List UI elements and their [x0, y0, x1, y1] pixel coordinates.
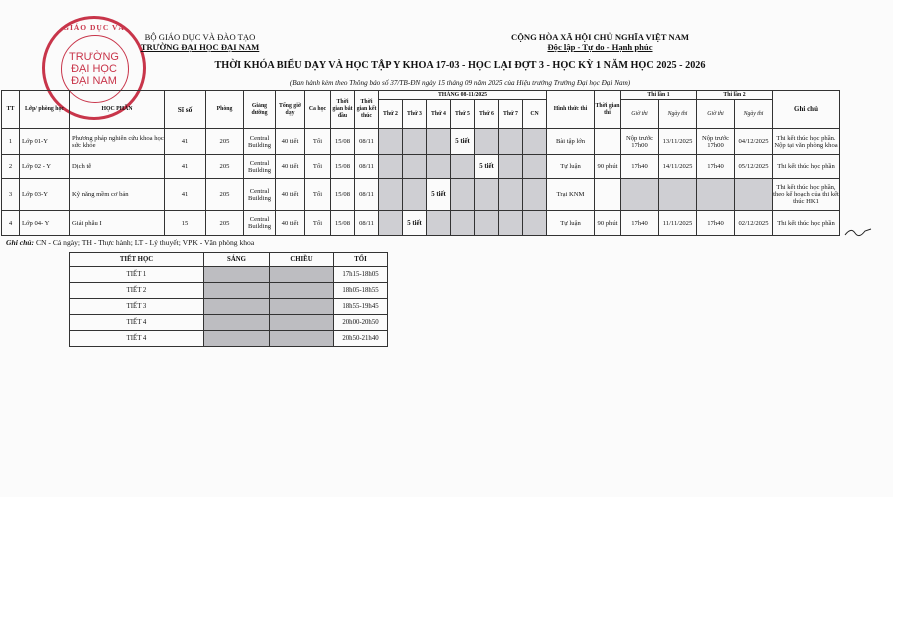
country-motto: Độc lập - Tự do - Hạnh phúc — [547, 42, 653, 52]
col-exam-form: Hình thức thi — [547, 91, 595, 129]
document-subtitle: (Ban hành kèm theo Thông báo số 37/TB-ĐN ngày 15 tháng 09 năm 2025 của Hiệu trưởng Trường Đại học Đại Nam) — [289, 79, 631, 87]
col-room: Phòng — [206, 91, 244, 129]
table-row: 4 Lớp 04- Y Giải phẫu I 15 205 Central Building 40 tiết Tối 15/08 08/11 5 tiết Tự luận 90 phút 17h40 11/11/2025 17h40 02/12/2025 Thi kết thúc học phần — [2, 211, 840, 236]
col-tt: TT — [2, 91, 20, 129]
col-total: Tổng giờ dạy — [276, 91, 305, 129]
timetable — [1, 90, 840, 236]
col-day: Thứ 6 — [475, 100, 499, 129]
university-name: TRƯỜNG ĐẠI HỌC ĐẠI NAM — [140, 42, 260, 52]
col-day: Thứ 2 — [379, 100, 403, 129]
col-month: THÁNG 08-11/2025 — [379, 91, 547, 100]
col-course: HỌC PHẦN — [70, 91, 165, 129]
legend-label: Ghi chú: — [6, 238, 35, 247]
period-row: TIẾT 4 20h50-21h40 — [70, 331, 388, 347]
table-row: 1 Lớp 01-Y Phương pháp nghiên cứu khoa học sức khỏe 41 205 Central Building 40 tiết Tối 15/08 08/11 5 tiết Bài tập lớn Nộp trước 17h00 13/11/2025 Nộp trước 17h00 04/12/2025 Thi kết thúc học phần. Nộp tại văn phòng khoa — [2, 129, 840, 155]
period-col-afternoon: CHIỀU — [270, 253, 334, 267]
country-name: CỘNG HÒA XÃ HỘI CHỦ NGHĨA VIỆT NAM — [510, 32, 690, 42]
col-day: CN — [523, 100, 547, 129]
col-day: Thứ 5 — [451, 100, 475, 129]
legend-note — [6, 238, 254, 247]
page-edge — [893, 0, 898, 637]
col-count: Sĩ số — [165, 91, 206, 129]
table-row: 3 Lớp 03-Y Kỹ năng mềm cơ bản 41 205 Central Building 40 tiết Tối 15/08 08/11 5 tiết Trại KNM Thi kết thúc học phần, theo kế hoạch của thi kết thúc HK1 — [2, 179, 840, 211]
col-exam1-date: Ngày thi — [659, 100, 697, 129]
period-col-morning: SÁNG — [204, 253, 270, 267]
handwritten-mark — [843, 225, 873, 239]
col-exam1-time: Giờ thi — [621, 100, 659, 129]
col-exam1: Thi lần 1 — [621, 91, 697, 100]
table-row: 2 Lớp 02 - Y Dịch tễ 41 205 Central Building 40 tiết Tối 15/08 08/11 5 tiết Tự luận 90 phút 17h40 14/11/2025 17h40 05/12/2025 Thi kết thúc học phần — [2, 155, 840, 179]
seal-center-text: TRƯỜNG ĐẠI HỌC ĐẠI NAM — [69, 51, 119, 87]
col-exam-duration: Thời gian thi — [595, 91, 621, 129]
document-title: THỜI KHÓA BIỂU DẠY VÀ HỌC TẬP Y KHOA 17-03 - HỌC LẠI ĐỢT 3 - HỌC KỲ 1 NĂM HỌC 2025 - 2026 — [214, 60, 706, 71]
ministry-name: BỘ GIÁO DỤC VÀ ĐÀO TẠO — [144, 32, 256, 42]
col-day: Thứ 7 — [499, 100, 523, 129]
period-col-name: TIẾT HỌC — [70, 253, 204, 267]
country-header — [480, 32, 720, 52]
col-shift: Ca học — [305, 91, 331, 129]
legend-text: CN - Cả ngày; TH - Thực hành; LT - Lý thuyết; VPK - Văn phòng khoa — [34, 238, 255, 247]
col-class: Lớp/ phòng học — [20, 91, 70, 129]
col-exam2-time: Giờ thi — [697, 100, 735, 129]
period-row: TIẾT 4 20h00-20h50 — [70, 315, 388, 331]
col-end: Thời gian kết thúc — [355, 91, 379, 129]
period-row: TIẾT 1 17h15-18h05 — [70, 267, 388, 283]
col-exam2: Thi lần 2 — [697, 91, 773, 100]
seal-ring-text: GIÁO DỤC VÀ — [63, 23, 125, 32]
col-day: Thứ 4 — [427, 100, 451, 129]
col-hall: Giảng đường — [244, 91, 276, 129]
col-start: Thời gian bắt đầu — [331, 91, 355, 129]
col-exam2-date: Ngày thi — [735, 100, 773, 129]
period-col-evening: TỐI — [334, 253, 388, 267]
period-row: TIẾT 2 18h05-18h55 — [70, 283, 388, 299]
period-table — [69, 252, 388, 347]
col-day: Thứ 3 — [403, 100, 427, 129]
col-note: Ghi chú — [773, 91, 840, 129]
ministry-header — [110, 32, 290, 52]
period-row: TIẾT 3 18h55-19h45 — [70, 299, 388, 315]
